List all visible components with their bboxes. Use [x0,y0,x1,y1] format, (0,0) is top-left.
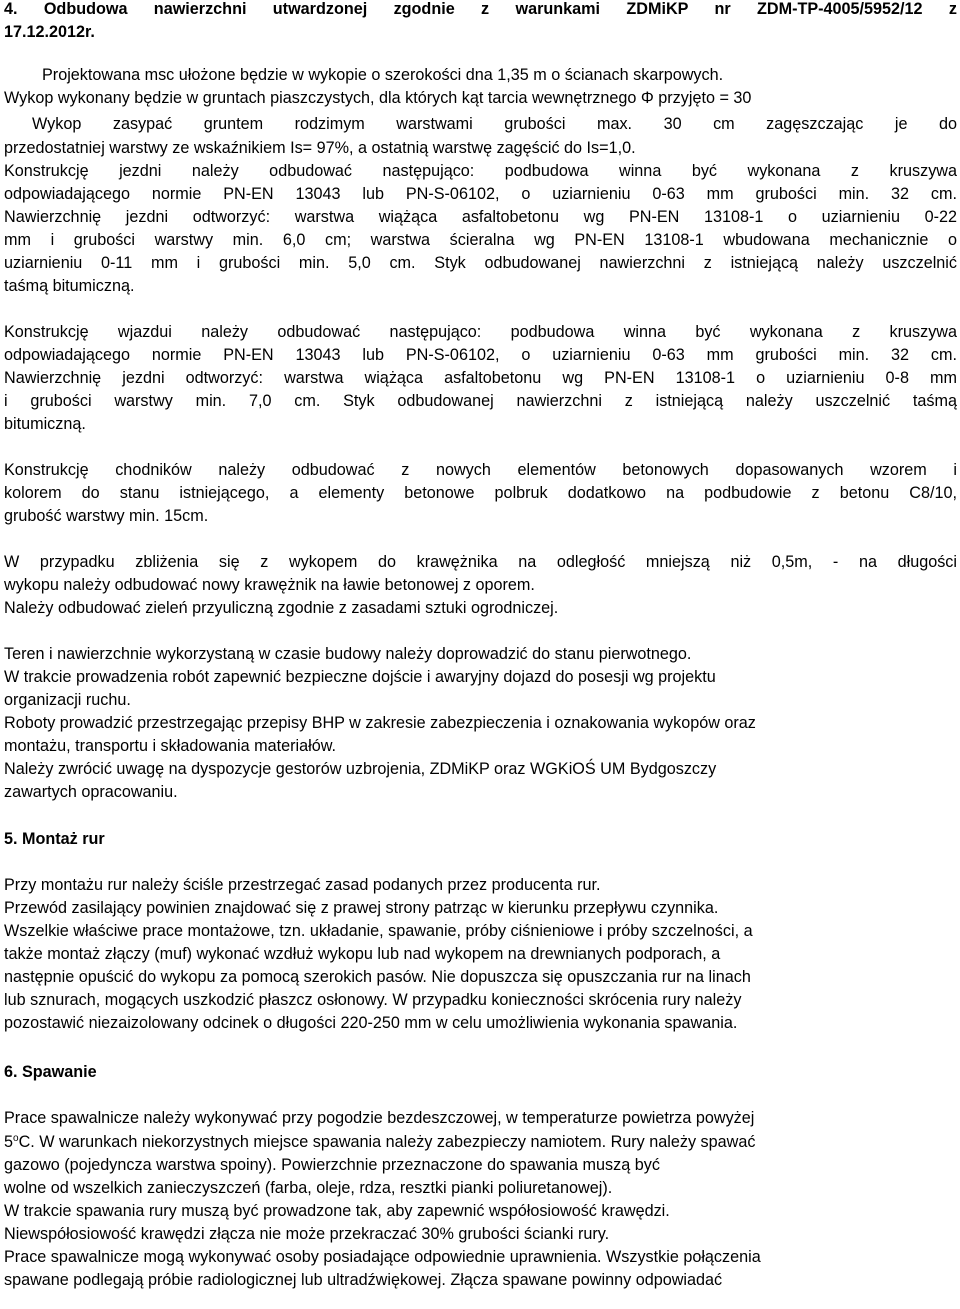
paragraph-line: mm i grubości warstwy min. 6,0 cm; warstwa ścieralna wg PN-EN 13108-1 wbudowana mechanicznie o [4,231,957,249]
paragraph-line: bitumiczną. [4,415,86,433]
paragraph-line: Wszelkie właściwe prace montażowe, tzn. układanie, spawanie, próby ciśnieniowe i próby szczelności, a [4,922,753,940]
paragraph-line: W przypadku zbliżenia się z wykopem do krawężnika na odległość mniejszą niż 0,5m, - na długości [4,553,957,571]
paragraph-line: kolorem do stanu istniejącego, a elementy betonowe polbruk dodatkowo na podbudowie z betonu C8/10, [4,484,957,502]
paragraph-line: W trakcie spawania rury muszą być prowadzone tak, aby zapewnić współosiowość krawędzi. [4,1202,670,1220]
paragraph-line-rest: C. W warunkach niekorzystnych miejsce spawania należy zabezpieczy namiotem. Rury należy spawać [18,1133,756,1151]
paragraph-line: uziarnieniu 0-11 mm i grubości min. 5,0 cm. Styk odbudowanej nawierzchni z istniejącą należy uszczelnić [4,254,957,272]
paragraph-line: Prace spawalnicze mogą wykonywać osoby posiadające odpowiednie uprawnienia. Wszystkie połączenia [4,1248,761,1266]
section-6-heading: 6. Spawanie [4,1063,97,1081]
paragraph-line: Należy odbudować zieleń przyuliczną zgodnie z zasadami sztuki ogrodniczej. [4,599,559,617]
paragraph-line: Nawierzchnię jezdni odtworzyć: warstwa wiążąca asfaltobetonu wg PN-EN 13108-1 o uziarnieniu 0-22 [4,208,957,226]
paragraph-line: wolne od wszelkich zanieczyszczeń (farba, oleje, rdza, resztki pianki poliuretanowej). [4,1179,613,1197]
paragraph-line: Należy zwrócić uwagę na dyspozycje gestorów uzbrojenia, ZDMiKP oraz WGKiOŚ UM Bydgoszczy [4,760,717,778]
degree-superscript: o [13,1133,19,1144]
paragraph-line: pozostawić niezaizolowany odcinek o długości 220-250 mm w celu umożliwienia wykonania spawania. [4,1014,738,1032]
paragraph-line: przedostatniej warstwy ze wskaźnikiem Is= 97%, a ostatnią warstwę zagęścić do Is=1,0. [4,139,636,157]
paragraph-line: Teren i nawierzchnie wykorzystaną w czasie budowy należy doprowadzić do stanu pierwotnego. [4,645,692,663]
paragraph-line: Przewód zasilający powinien znajdować się z prawej strony patrząc w kierunku przepływu czynnika. [4,899,719,917]
paragraph-line: Projektowana msc ułożone będzie w wykopie o szerokości dna 1,35 m o ścianach skarpowych. [42,66,724,84]
paragraph-line: lub sznurach, mogących uszkodzić płaszcz osłonowy. W przypadku konieczności skrócenia rury należy [4,991,742,1009]
paragraph-line: gazowo (pojedyncza warstwa spoiny). Powierzchnie przeznaczone do spawania muszą być [4,1156,660,1174]
paragraph-line: grubość warstwy min. 15cm. [4,507,209,525]
paragraph-line: następnie opuścić do wykopu za pomocą szerokich pasów. Nie dopuszcza się opuszczania rur na linach [4,968,751,986]
paragraph-line: spawane podlegają próbie radiologicznej lub ultradźwiękowej. Złącza spawane powinny odpowiadać [4,1271,723,1289]
paragraph-line: Konstrukcję wjazdui należy odbudować następująco: podbudowa winna być wykonana z kruszywa [4,323,957,341]
paragraph-line: także montaż złączy (muf) wykonać wzdłuż wykopu lub nad wykopem na drewnianych podporach, a [4,945,721,963]
paragraph-line: Wykop wykonany będzie w gruntach piaszczystych, dla których kąt tarcia wewnętrznego Φ przyjęto = 30 [4,89,752,107]
paragraph-line: odpowiadającego normie PN-EN 13043 lub PN-S-06102, o uziarnieniu 0-63 mm grubości min. 32 cm. [4,346,957,364]
paragraph-line: Nawierzchnię jezdni odtworzyć: warstwa wiążąca asfaltobetonu wg PN-EN 13108-1 o uziarnieniu 0-8 mm [4,369,957,387]
paragraph-line: Konstrukcję chodników należy odbudować z nowych elementów betonowych dopasowanych wzorem i [4,461,957,479]
section-4-heading-date: 17.12.2012r. [4,23,95,41]
paragraph-line: i grubości warstwy min. 7,0 cm. Styk odbudowanej nawierzchni z istniejącą należy uszczelnić taśmą [4,392,957,410]
paragraph-line: wykopu należy odbudować nowy krawężnik na ławie betonowej z oporem. [4,576,535,594]
paragraph-line: taśmą bitumiczną. [4,277,135,295]
paragraph-line: Wykop zasypać gruntem rodzimym warstwami grubości max. 30 cm zagęszczając je do [32,115,957,133]
paragraph-line: W trakcie prowadzenia robót zapewnić bezpieczne dojście i awaryjny dojazd do posesji wg projektu [4,668,716,686]
section-4-heading: 4. Odbudowa nawierzchni utwardzonej zgodnie z warunkami ZDMiKP nr ZDM-TP-4005/5952/12 z [4,0,957,18]
temperature-value: 5 [4,1133,14,1151]
paragraph-line: Niewspółosiowość krawędzi złącza nie może przekraczać 30% grubości ścianki rury. [4,1225,610,1243]
paragraph-line: Przy montażu rur należy ściśle przestrzegać zasad podanych przez producenta rur. [4,876,601,894]
paragraph-line: Roboty prowadzić przestrzegając przepisy BHP w zakresie zabezpieczenia i oznakowania wykopów oraz [4,714,756,732]
paragraph-line: Prace spawalnicze należy wykonywać przy pogodzie bezdeszczowej, w temperaturze powietrza powyżej [4,1109,755,1127]
paragraph-line [4,1131,755,1154]
paragraph-line: organizacji ruchu. [4,691,131,709]
paragraph-line: odpowiadającego normie PN-EN 13043 lub PN-S-06102, o uziarnieniu 0-63 mm grubości min. 32 cm. [4,185,957,203]
paragraph-line: Konstrukcję jezdni należy odbudować następująco: podbudowa winna być wykonana z kruszywa [4,162,957,180]
paragraph-line: montażu, transportu i składowania materiałów. [4,737,337,755]
section-5-heading: 5. Montaż rur [4,830,105,848]
paragraph-line: zawartych opracowaniu. [4,783,178,801]
